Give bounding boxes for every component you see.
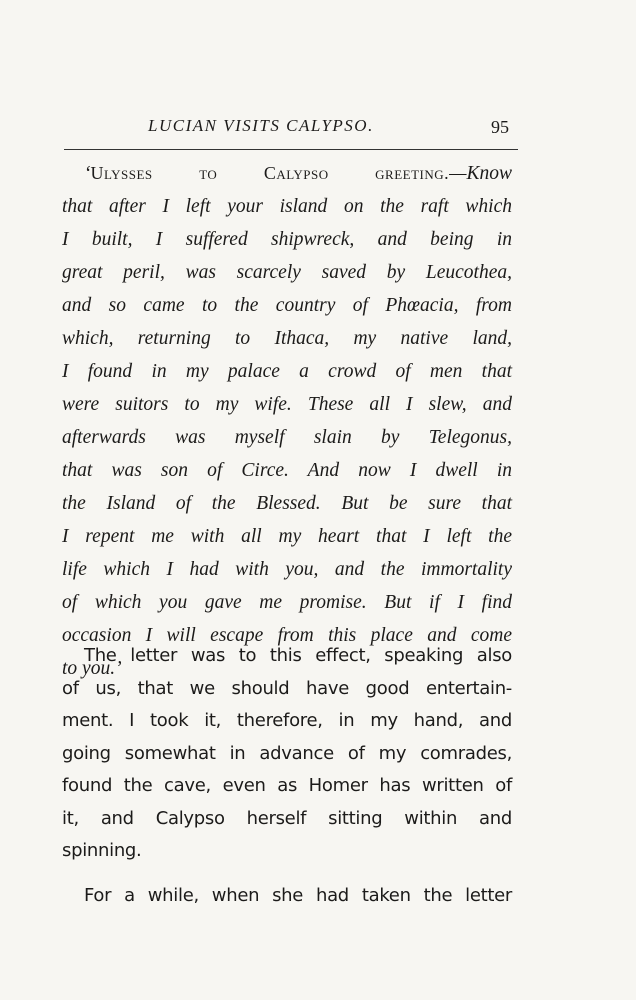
running-title: LUCIAN VISITS CALYPSO.: [148, 116, 374, 135]
letter-text: —Know: [449, 163, 512, 184]
letter-line: that was son of Circe. And now I dwell in: [62, 460, 512, 481]
page-number: 95: [491, 117, 509, 137]
letter-salutation: Ulysses to Calypso greeting.: [90, 163, 450, 183]
letter-line: and so came to the country of Phœacia, from: [62, 295, 512, 316]
letter-line: were suitors to my wife. These all I slew, and: [62, 394, 512, 415]
paragraph-line: of us, that we should have good entertain-: [62, 677, 512, 699]
prose-block: [62, 640, 512, 912]
letter-line: life which I had with you, and the immortality: [62, 559, 512, 580]
letter-line: afterwards was myself slain by Telegonus,: [62, 427, 512, 448]
letter-line: I built, I suffered shipwreck, and being in: [62, 229, 512, 250]
letter-line: occasion I will escape from this place and come: [62, 625, 512, 646]
paragraph-line: ment. I took it, therefore, in my hand, and: [62, 710, 512, 731]
letter-line: that after I left your island on the raft which: [62, 196, 512, 217]
letter-line: great peril, was scarcely saved by Leucothea,: [62, 262, 512, 283]
paragraph-line: For a while, when she had taken the letter: [84, 884, 512, 906]
paragraph-line: spinning.: [62, 840, 142, 861]
paragraph-line: The letter was to this effect, speaking also: [84, 645, 512, 666]
letter-line: to you.’: [62, 658, 122, 679]
header-rule: [64, 149, 518, 150]
letter-line: I found in my palace a crowd of men that: [62, 361, 512, 382]
paragraph-gap: [62, 868, 512, 880]
letter-line: which, returning to Ithaca, my native land,: [62, 328, 512, 349]
opening-quote: ‘: [84, 163, 91, 184]
letter-line: [62, 157, 512, 190]
letter-line: I repent me with all my heart that I left the: [62, 526, 512, 547]
letter-line: of which you gave me promise. But if I find: [62, 592, 512, 613]
letter-block: [62, 157, 512, 685]
paragraph-line: going somewhat in advance of my comrades,: [62, 742, 512, 764]
paragraph-line: it, and Calypso herself sitting within and: [62, 807, 512, 829]
letter-line: the Island of the Blessed. But be sure that: [62, 493, 512, 514]
paragraph-line: found the cave, even as Homer has written of: [62, 775, 512, 796]
